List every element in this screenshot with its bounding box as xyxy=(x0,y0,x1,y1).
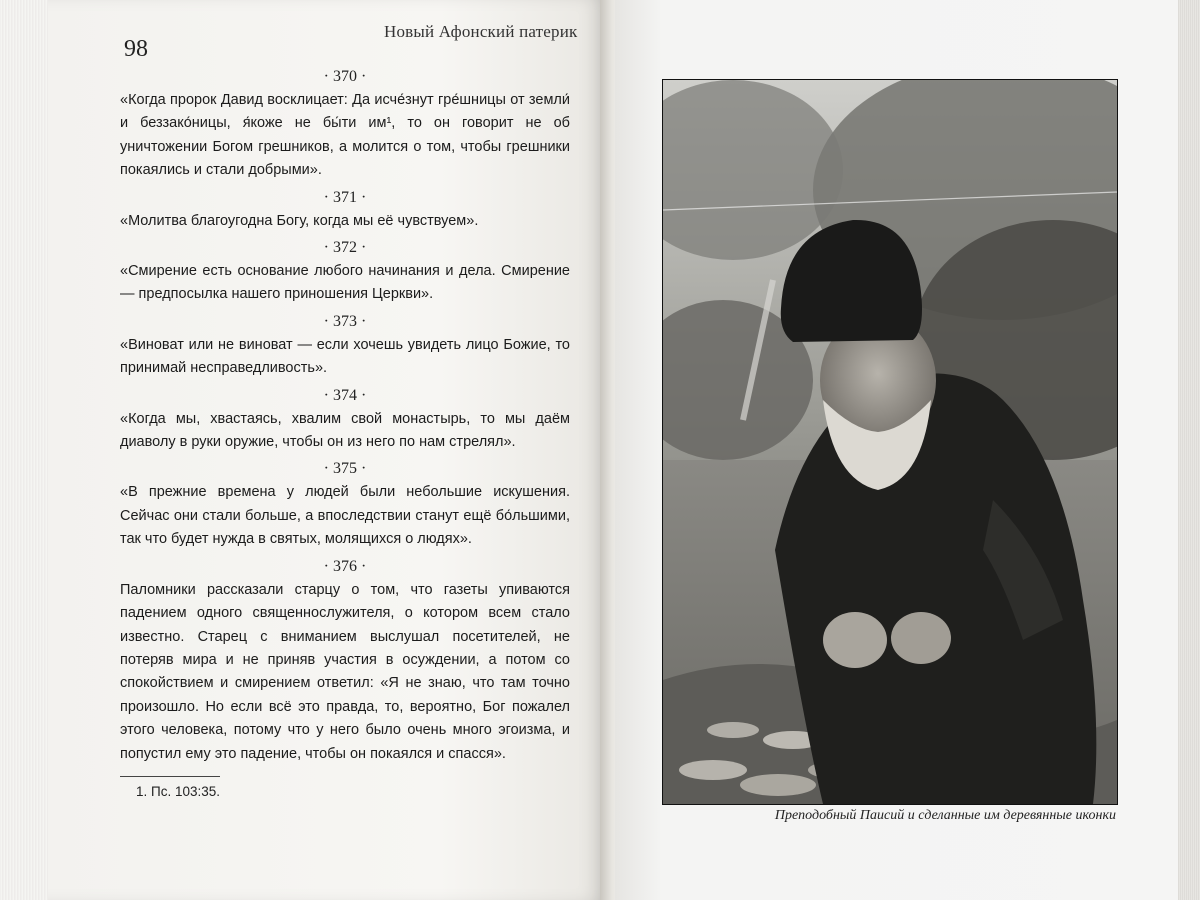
entry-text: «Виноват или не виноват — если хочешь увидеть лицо Божие, то принимай несправедливость». xyxy=(120,336,570,377)
running-head: Новый Афонский патерик xyxy=(384,22,578,41)
entry-text: Паломники рассказали старцу о том, что газеты упиваются падением одного священнослужителя, о котором всем стало известно. Старец с вниманием выслушал посетителей, не потеряв мира и не приняв участия в осуждении, а потом со спокойствием и смирением ответил: «Я не знаю, что там точно произошло. Но если всё это правда, то, вероятно, Бог пожалел этого человека, потому что у него было очень много эгоизма, и попустил ему это падение, чтобы он покаялся и спасся». xyxy=(120,581,570,762)
entry-text: «Когда пророк Давид восклицает: Да исче́знут гре́шницы от земли́ и беззако́ницы, я́коже не бы́ти им¹, то он говорит не об уничтожении Богом грешников, а молится о том, чтобы грешники покаялись и стали добрыми». xyxy=(120,92,570,179)
entry-number: · 371 · xyxy=(323,188,367,206)
entry-text: «В прежние времена у людей были небольшие искушения. Сейчас они стали больше, а впоследствии станут ещё бо́льшими, так что будет нужда в святых, молящихся о людях». xyxy=(120,484,570,548)
text-block xyxy=(120,64,570,768)
entry-number: · 372 · xyxy=(323,239,367,257)
photo-illustration xyxy=(663,80,1117,804)
page-stack-right xyxy=(1178,0,1200,900)
entry-number: · 374 · xyxy=(323,386,367,404)
entry-number: · 370 · xyxy=(323,68,367,85)
entry-number: · 373 · xyxy=(323,312,367,330)
entry-number: · 375 · xyxy=(323,460,367,478)
entry-text: «Молитва благоугодна Богу, когда мы её чувствуем». xyxy=(120,212,479,229)
photo-caption: Преподобный Паисий и сделанные им деревянные иконки xyxy=(774,808,1116,823)
footnote: 1. Пс. 103:35. xyxy=(136,784,221,799)
footnote-rule xyxy=(120,776,220,777)
photograph xyxy=(662,79,1118,805)
entry-text: «Когда мы, хвастаясь, хвалим свой монастырь, то мы даём диаволу в руки оружие, чтобы он из него по нам стрелял». xyxy=(120,410,570,451)
entry-text: «Смирение есть основание любого начинания и дела. Смирение — предпосылка нашего приношения Церкви». xyxy=(120,263,570,303)
entry-number: · 376 · xyxy=(323,557,367,575)
page-number: 98 xyxy=(124,36,148,62)
